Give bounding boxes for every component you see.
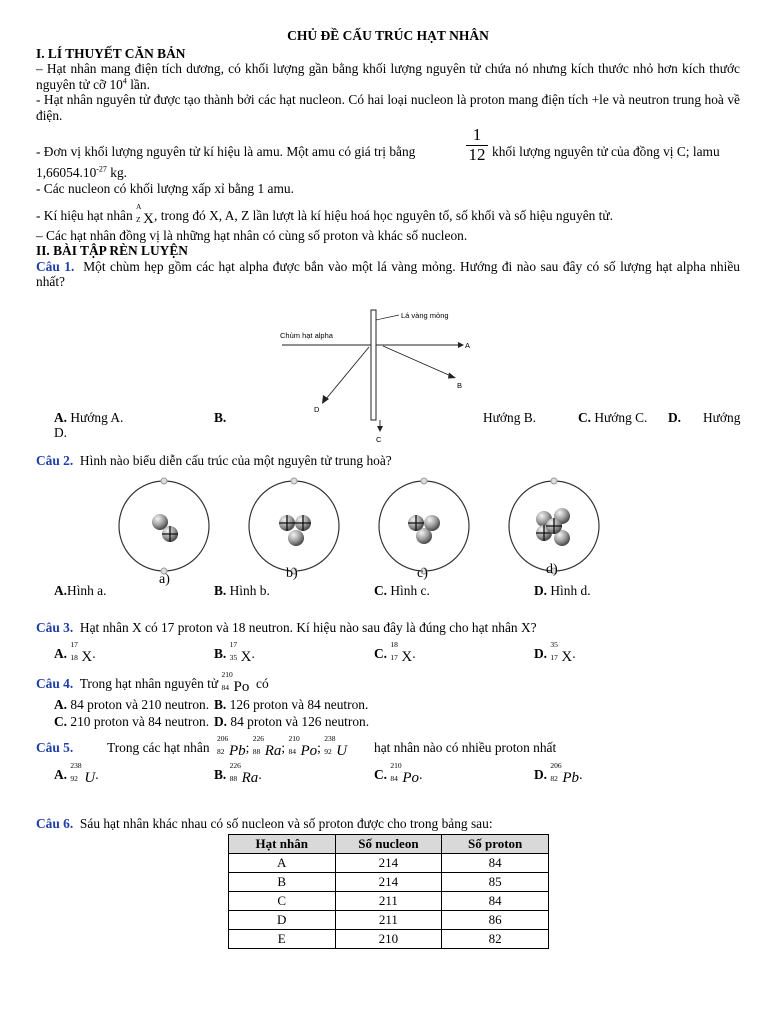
theory-line-3 [36,123,740,165]
option-b-letter[interactable] [214,410,226,426]
label-d: D [314,404,320,414]
question-label: Câu 4. [36,675,74,691]
option-text: 84 proton và 210 neutron. [67,697,210,712]
alpha-scattering-diagram [268,308,478,444]
question-label: Câu 3. [36,620,74,635]
question-label: Câu 1. [36,258,75,274]
text: kg. [106,165,128,180]
arrowhead [377,426,383,432]
table-cell: 86 [442,910,549,929]
question-label: Câu 6. [36,816,74,831]
option-letter: A. [54,697,68,712]
atom-c [379,478,469,574]
option-letter: D. [534,645,548,661]
table-row [229,910,549,929]
option-letter: C. [374,645,388,661]
column-header: Hạt nhân [229,834,336,853]
mass-number: 35 [550,639,558,649]
atomic-number: 92 [70,774,78,783]
atom-b [249,478,339,574]
theory-line-3c [36,165,740,181]
question-4 [36,669,740,696]
table-cell: 85 [442,872,549,891]
option-letter: A. [54,409,68,425]
atomic-number: 82 [550,774,558,783]
atomic-number: 18 [70,652,78,662]
label-c: C [376,434,382,444]
electron [291,478,297,484]
element-symbol: U [336,743,348,759]
atomic-number: 88 [252,747,261,756]
table-cell: D [229,910,336,929]
nuclei-list: 206 82 Pb; 226 88 Ra; 210 84 Po; 238 92 U [217,734,348,759]
question-4-options-row1 [36,695,740,713]
text: - Kí hiệu hạt nhân [36,208,133,223]
mass-number: 206 [550,761,562,770]
question-1 [36,259,740,290]
table-row [229,929,549,948]
option-letter: A. [54,767,68,782]
option-b[interactable] [214,583,270,599]
question-text: Trong hạt nhân nguyên tử [79,675,219,691]
option-letter: C. [578,409,592,425]
element-symbol: X [240,648,252,665]
question-text: có [256,675,269,691]
question-4-options-row2 [36,713,740,730]
atomic-number: 17 [390,652,398,662]
atomic-number: 35 [229,652,238,662]
element-symbol: Po [300,743,318,759]
element-symbol: Pb [562,770,580,786]
foil-label: Lá vàng mỏng [401,310,449,320]
option-letter: D. [534,767,548,782]
electron [421,478,427,484]
question-6 [36,816,740,832]
electron-orbit [379,481,469,571]
beam-label: Chùm hạt alpha [280,330,333,340]
option-a[interactable] [54,697,209,713]
electron [551,478,557,484]
option-text: 126 proton và 84 neutron. [226,697,369,712]
atomic-number: 88 [229,774,238,783]
question-label: Câu 5. [36,740,74,755]
question-text: Hạt nhân X có 17 proton và 18 neutron. Kí hiệu nào sau đây là đúng cho hạt nhân X? [79,620,537,635]
nuclei-table [228,834,549,949]
question-text: Sáu hạt nhân khác nhau có số nucleon và số proton được cho trong bảng sau: [79,816,493,831]
electron [161,478,167,484]
option-c[interactable]: C. 210 84 Po. [374,761,423,786]
option-a[interactable] [54,583,106,599]
option-d[interactable]: D. 35 17 X. [534,639,576,665]
option-a[interactable]: A. 17 18 X. [54,639,96,665]
theory-line-2: - Hạt nhân nguyên tử được tạo thành bởi các hạt nucleon. Có hai loại nucleon là proton mang điện tích +le và neutron trung hoà về điện. [36,92,740,123]
atomic-number: Z [136,215,141,224]
element-symbol: Ra [264,743,282,759]
table-cell: 214 [335,853,442,872]
table-cell: 211 [335,891,442,910]
option-letter: D. [534,583,548,598]
text: lần. [126,76,150,92]
mass-number: 17 [229,639,238,649]
option-c[interactable] [54,714,209,730]
direction-b-arrow [383,346,451,376]
option-text: 84 proton và 126 neutron. [227,714,370,729]
question-text: Hình nào biểu diễn cấu trúc của một nguyên tử trung hoà? [79,452,392,468]
direction-d-arrow [326,347,369,399]
label-b: B [457,380,463,390]
atom-a [119,478,209,574]
atom-diagrams [114,476,754,606]
mass-number: 210 [221,669,233,679]
option-text: Hướng C. [591,409,648,425]
mass-number: 226 [229,761,241,770]
element-symbol: X [81,648,93,665]
element-symbol: Po [233,678,250,695]
element-symbol: X [561,648,573,665]
caption-c: c) [417,566,428,581]
table-row [229,853,549,872]
option-d[interactable]: D. 206 82 Pb. [534,761,583,786]
option-letter: C. [374,583,388,598]
option-a[interactable] [54,410,123,426]
option-text: Hình d. [547,583,591,598]
section-heading-exercises: II. BÀI TẬP RÈN LUYỆN [36,243,188,258]
table-cell: 211 [335,910,442,929]
atomic-number: 92 [324,747,332,756]
table-cell: 84 [442,891,549,910]
fraction-denominator: 12 [466,145,488,164]
table-cell: 84 [442,853,549,872]
option-letter: D. [214,714,228,729]
question-2-figures [36,468,740,620]
mass-number: 17 [70,639,78,649]
option-d-cont: D. [54,424,68,440]
gold-foil [371,310,376,420]
question-label: Câu 2. [36,452,74,468]
text: , trong đó X, A, Z lần lượt là kí hiệu hoá học nguyên tố, số khối và số hiệu nguyên tử. [154,208,614,223]
caption-d: d) [546,562,558,577]
mass-number: 210 [390,761,402,770]
mass-number: 206 [217,734,229,743]
nuclide-symbol [136,202,154,228]
foil-label-leader [376,315,399,320]
option-text: Hình b. [226,583,270,598]
table-row [229,872,549,891]
text: - Đơn vị khối lượng nguyên tử kí hiệu là amu. Một amu có giá trị bằng [36,144,416,159]
mass-number: 18 [390,639,398,649]
mass-number: A [136,202,142,211]
atomic-number: 17 [550,652,558,662]
fraction [466,126,488,164]
column-header: Số proton [442,834,549,853]
atomic-number: 84 [390,774,398,783]
caption-a: a) [159,572,170,587]
option-c[interactable]: C. 18 17 X. [374,639,416,665]
mass-number: 238 [324,734,336,743]
option-letter: D. [668,409,682,425]
table-cell: 82 [442,929,549,948]
option-text: Hình c. [387,583,430,598]
document-page [36,28,740,949]
neutron [288,530,304,546]
table-cell: 214 [335,872,442,891]
theory-line-1 [36,61,740,92]
option-d[interactable]: Hướng [703,409,741,425]
atomic-number: 82 [217,747,225,756]
option-b[interactable]: B. 17 35 X. [214,639,255,665]
theory-line-5 [36,202,740,228]
option-d[interactable] [214,714,369,730]
option-text: Hình a. [67,583,107,598]
mass-number: 210 [288,734,300,743]
table-cell: E [229,929,336,948]
table-cell: C [229,891,336,910]
arrowhead [458,342,464,348]
element-symbol: U [84,770,96,786]
question-3 [36,620,740,636]
text: 1,66054.10 [36,165,97,180]
section-heading-theory: I. LÍ THUYẾT CĂN BẢN [36,45,186,61]
question-2 [36,453,740,469]
option-letter: C. [54,714,68,729]
table-header-row [229,834,549,853]
atomic-number: 84 [288,747,296,756]
option-letter: B. [214,583,227,598]
option-letter: B. [214,697,227,712]
option-letter: B. [214,409,227,425]
theory-line-4: - Các nucleon có khối lượng xấp xỉ bằng 1 amu. [36,180,294,196]
neutron [424,515,440,531]
option-letter: A. [54,583,68,598]
option-text: Hướng A. [67,409,124,425]
option-b[interactable]: Hướng B. [483,409,537,425]
nuclide-symbol [221,669,250,696]
table-cell: 210 [335,929,442,948]
arrowhead [448,372,456,378]
element-symbol: X [401,648,413,665]
element-symbol: Ra [241,770,259,786]
option-c[interactable] [578,410,647,426]
atomic-number: 84 [221,682,229,692]
element-symbol: Pb [229,743,246,759]
option-letter: A. [54,645,68,661]
caption-b: b) [286,566,298,581]
question-text: hạt nhân nào có nhiều proton nhất [374,740,557,755]
theory-line-6: – Các hạt nhân đồng vị là những hạt nhân có cùng số proton và khác số nucleon. [36,227,468,243]
mass-number: 238 [70,761,82,770]
table-cell: A [229,853,336,872]
page-title: CHỦ ĐỀ CẤU TRÚC HẠT NHÂN [287,28,489,43]
option-letter: B. [214,767,227,782]
option-c[interactable] [374,583,430,599]
option-letter: C. [374,767,388,782]
option-text: 210 proton và 84 neutron. [67,714,210,729]
fraction-numerator: 1 [472,125,482,144]
atom-d [509,478,599,574]
column-header: Số nucleon [335,834,442,853]
table-cell: B [229,872,336,891]
mass-number: 226 [252,734,264,743]
option-a[interactable]: A. 238 92 U. [54,761,99,786]
text: – Hạt nhân mang điện tích dương, có khối lượng gần bằng khối lượng nguyên tử chứa nó nhưng kích thước nhỏ hơn kích thước nguyên tử cỡ 10 [36,61,740,92]
table-row [229,891,549,910]
question-text: Một chùm hẹp gồm các hạt alpha được bắn vào một lá vàng mỏng. Hướng đi nào sau đây có số lượng hạt alpha nhiều nhất? [36,258,740,289]
option-d[interactable] [534,583,591,599]
label-a: A [465,340,471,350]
option-letter: B. [214,645,227,661]
element-symbol: Po [402,770,420,786]
question-3-options [36,636,740,665]
superscript: 4 [122,76,127,86]
superscript: -27 [96,164,107,174]
question-text: Trong các hạt nhân [107,740,210,755]
question-1-figure-and-options [36,290,740,444]
option-b[interactable] [214,697,368,713]
option-b[interactable]: B. 226 88 Ra. [214,761,262,786]
option-d-letter[interactable] [668,410,681,426]
question-5-options [36,758,740,786]
text: khối lượng nguyên tử của đồng vị C; lamu [492,144,720,159]
question-5 [36,736,740,758]
element-symbol: X [143,211,154,227]
